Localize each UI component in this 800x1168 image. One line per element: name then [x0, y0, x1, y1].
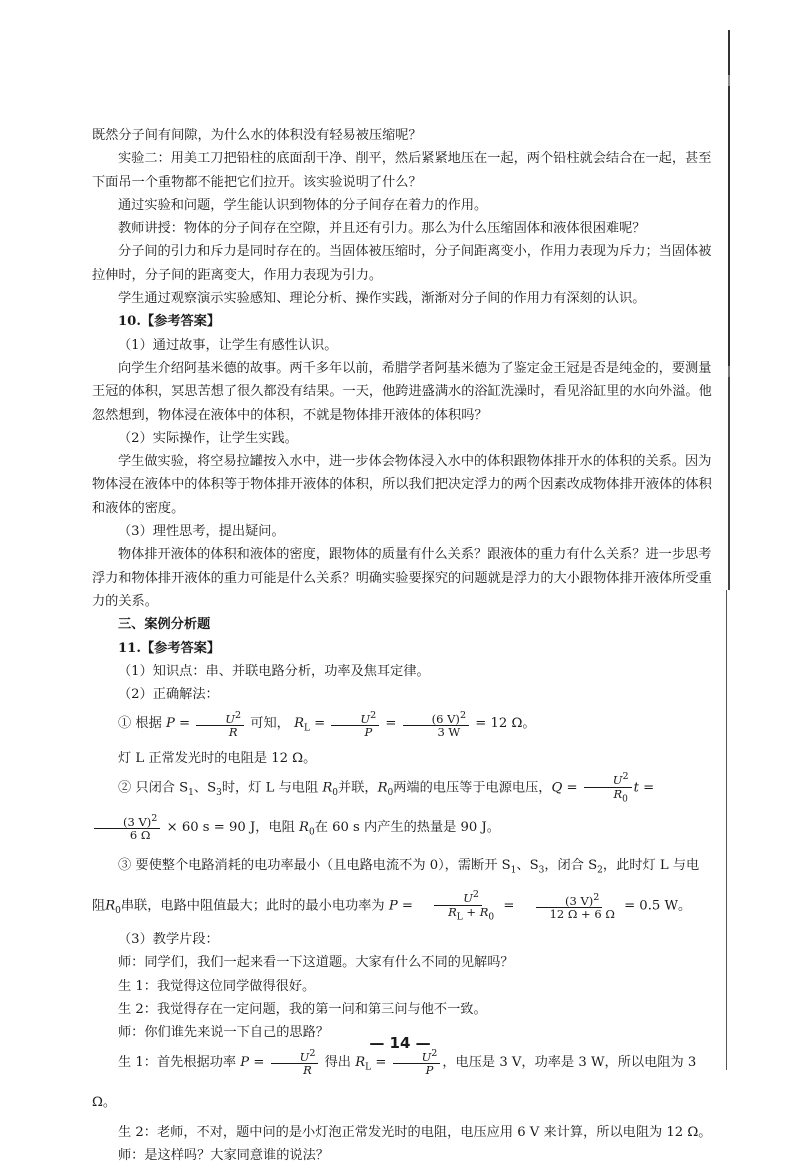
fraction: $\frac{U^2}{R_0}$	[584, 770, 632, 806]
formula-step-2: ② 只闭合 $S_1$、$S_3$时，灯 L 与电阻 $R_0$并联，$R_0$两端的电压等于电源电压，Q = $\frac{U^2}{R_0}$ t = $\frac{(3 V)^2}{6 \Omega}$ × 60 s = 90 J，电阻 $R_0$在 60 s 内产生的热量是 90 J。	[92, 770, 712, 849]
dialogue-line-formula: 生 1：首先根据功率 P = $\frac{U^2}{R}$ 得出 $R_L$ = $\frac{U^2}{P}$ ，电压是 3 V，功率是 3 W，所以电阻为 3 Ω。	[92, 1047, 697, 1111]
paragraph: （1）通过故事，让学生有感性认识。	[118, 337, 338, 353]
paragraph: （1）知识点：串、并联电路分析，功率及焦耳定律。	[118, 663, 430, 679]
paragraph: 灯 L 正常发光时的电阻是 12 Ω。	[118, 751, 317, 767]
page-body	[92, 124, 712, 1168]
dialogue-line: 生 2：老师，不对，题中问的是小灯泡正常发光时的电阻，电压应用 6 V 来计算，所以电阻为 12 Ω。	[118, 1125, 712, 1141]
answer-heading-10: 10.【参考答案】	[118, 314, 221, 330]
formula-text: = 12 Ω。	[475, 716, 536, 732]
paragraph: 学生做实验，将空易拉罐按入水中，进一步体会物体浸入水中的体积跟物体排开水的体积的关系。因为物体浸在液体中的体积等于物体排开液体的体积，所以我们把决定浮力的两个因素改成物体排开液体的体积和液体的密度。	[92, 454, 712, 516]
fraction: $\frac{U^2}{R}$	[271, 1047, 319, 1078]
paragraph: 向学生介绍阿基米德的故事。两千多年以前，希腊学者阿基米德为了鉴定金王冠是否是纯金的，要测量王冠的体积，冥思苦想了很久都没有结果。一天，他跨进盛满水的浴缸洗澡时，看见浴缸里的水向外溢。他忽然想到，物体浸在液体中的体积，不就是物体排开液体的体积吗？	[92, 360, 712, 423]
formula-text: 可知，	[250, 716, 290, 732]
fraction: $\frac{U^2}{R_L + R_0}$	[419, 888, 497, 924]
formula-step-1: ① 根据 P = $\frac{U^2}{R}$ 可知， $R_L$ = $\frac{U^2}{P}$ = $\frac{(6 V)^2}{3 W}$ = 12 Ω。	[118, 709, 536, 740]
paragraph: 学生通过观察演示实验感知、理论分析、操作实践，渐渐对分子间的作用力有深刻的认识。	[118, 291, 646, 307]
dialogue-line: 生 1：我觉得这位同学做得很好。	[118, 978, 316, 994]
answer-heading-11: 11.【参考答案】	[118, 640, 221, 656]
formula-text: ① 根据	[118, 716, 162, 732]
paragraph: （2）实际操作，让学生实践。	[118, 430, 298, 446]
paragraph: （2）正确解法：	[118, 687, 219, 703]
page-number: — 14 —	[369, 1034, 431, 1052]
scan-edge-mark	[728, 30, 730, 590]
paragraph: （3）理性思考，提出疑问。	[118, 524, 285, 540]
paragraph: （3）教学片段：	[118, 932, 219, 948]
paragraph: 物体排开液体的体积和液体的密度，跟物体的质量有什么关系？跟液体的重力有什么关系？进一步思考浮力和物体排开液体的重力可能是什么关系？明确实验要探究的问题就是浮力的大小跟物体排开液体所受重力的关系。	[92, 547, 712, 609]
fraction: $\frac{U^2}{P}$	[393, 1047, 441, 1078]
dialogue-line: 师：是这样吗？大家同意谁的说法？	[118, 1148, 329, 1164]
scan-edge-mark-lower	[726, 590, 727, 1070]
fraction: $\frac{(3 V)^2}{6 \Omega}$	[94, 812, 160, 843]
dialogue-line: 师：你们谁先来说一下自己的思路？	[118, 1025, 329, 1041]
dialogue-line: 生 2：我觉得存在一定问题，我的第一问和第三问与他不一致。	[118, 1001, 487, 1017]
paragraph: 通过实验和问题，学生能认识到物体的分子间存在着力的作用。	[118, 197, 488, 213]
fraction: $\frac{(3 V)^2}{12 \Omega + 6 \Omega}$	[521, 891, 618, 922]
formula-step-3: ③ 要使整个电路消耗的电功率最小（且电路电流不为 0），需断开 $S_1$、$S_3$，闭合 $S_2$，此时灯 L 与电阻$R_0$串联，电路中阻值最大；此时的最小电功率为 P = $\frac{U^2}{R_L + R_0}$ = $\frac{(3 V)^2}{12 \Omega + 6 \Omega}$ = 0.5 W。	[92, 858, 700, 922]
section-heading-case-analysis: 三、案例分析题	[118, 617, 211, 633]
paragraph: 实验二：用美工刀把铅柱的底面刮干净、削平，然后紧紧地压在一起，两个铅柱就会结合在一起，甚至下面吊一个重物都不能把它们拉开。该实验说明了什么？	[92, 151, 712, 190]
fraction: $\frac{U^2}{P}$	[331, 709, 379, 740]
paragraph: 既然分子间有间隙，为什么水的体积没有轻易被压缩呢？	[92, 128, 422, 143]
fraction: $\frac{(6 V)^2}{3 W}$	[403, 709, 469, 740]
dialogue-line: 师：同学们，我们一起来看一下这道题。大家有什么不同的见解吗？	[118, 955, 514, 971]
paragraph: 教师讲授：物体的分子间存在空隙，并且还有引力。那么为什么压缩固体和液体很困难呢？	[118, 221, 646, 237]
fraction: $\frac{U^2}{R}$	[196, 709, 244, 740]
paragraph: 分子间的引力和斥力是同时存在的。当固体被压缩时，分子间距离变小，作用力表现为斥力；当固体被拉伸时，分子间的距离变大，作用力表现为引力。	[92, 244, 712, 283]
